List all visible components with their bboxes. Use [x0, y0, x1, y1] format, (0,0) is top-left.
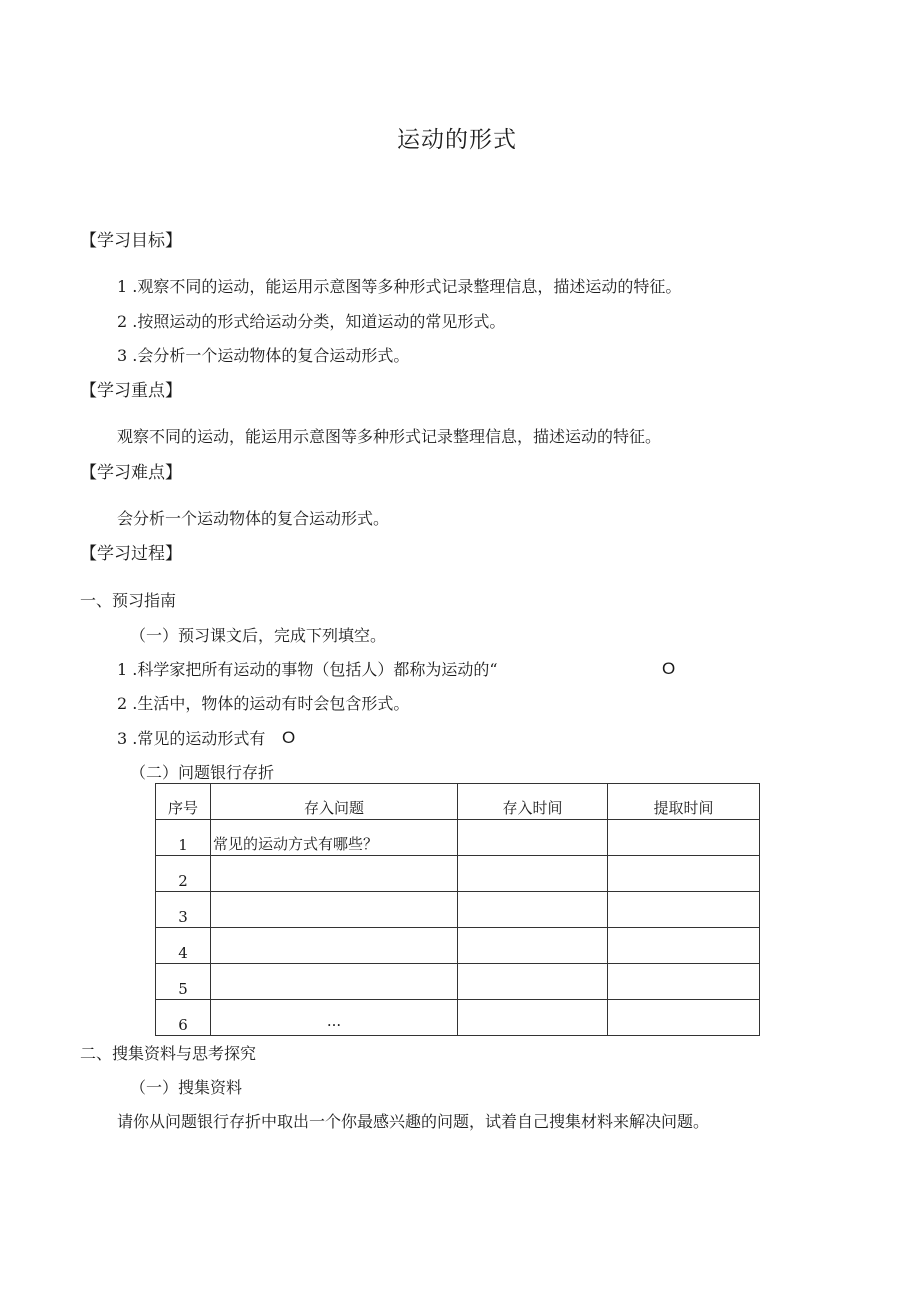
table-row [156, 928, 760, 964]
table-row [156, 856, 760, 892]
header-withdraw-time: 提取时间 [608, 784, 760, 820]
header-no: 序号 [156, 784, 211, 820]
fill-item-3-end: O [282, 728, 296, 747]
row-question [211, 928, 458, 964]
row-withdraw-time [608, 820, 760, 856]
process-heading: 【学习过程】 [80, 544, 182, 564]
row-question: 常见的运动方式有哪些？ [211, 820, 458, 856]
row-withdraw-time [608, 1000, 760, 1036]
table-header-row [156, 784, 760, 820]
table-row [156, 1000, 760, 1036]
row-deposit-time [458, 1000, 608, 1036]
section1-title: 一、预习指南 [80, 591, 177, 610]
row-deposit-time [458, 892, 608, 928]
row-question [211, 892, 458, 928]
row-deposit-time [458, 820, 608, 856]
row-withdraw-time [608, 892, 760, 928]
row-no: 6 [156, 1000, 211, 1036]
row-question [211, 856, 458, 892]
row-no: 5 [156, 964, 211, 1000]
row-no: 4 [156, 928, 211, 964]
fill-item-1: 1 .科学家把所有运动的事物（包括人）都称为运动的“ [117, 660, 498, 679]
row-withdraw-time [608, 856, 760, 892]
objectives-heading: 【学习目标】 [80, 231, 182, 251]
row-question: ··· [211, 1000, 458, 1036]
difficulties-text: 会分析一个运动物体的复合运动形式。 [117, 509, 390, 528]
row-withdraw-time [608, 928, 760, 964]
row-withdraw-time [608, 964, 760, 1000]
key-points-text: 观察不同的运动，能运用示意图等多种形式记录整理信息，描述运动的特征。 [117, 427, 662, 446]
key-points-heading: 【学习重点】 [80, 381, 182, 401]
table-row [156, 892, 760, 928]
header-question: 存入问题 [211, 784, 458, 820]
section1-sub1: （一）预习课文后，完成下列填空。 [130, 626, 387, 645]
objective-item-2: 2 .按照运动的形式给运动分类，知道运动的常见形式。 [117, 312, 506, 331]
page-title: 运动的形式 [397, 127, 517, 153]
fill-item-1-end: O [662, 659, 676, 678]
row-no: 2 [156, 856, 211, 892]
row-deposit-time [458, 964, 608, 1000]
section1-sub2: （二）问题银行存折 [130, 763, 275, 782]
objective-item-3: 3 .会分析一个运动物体的复合运动形式。 [117, 346, 410, 365]
table-row [156, 964, 760, 1000]
row-deposit-time [458, 856, 608, 892]
row-deposit-time [458, 928, 608, 964]
fill-item-3: 3 .常见的运动形式有 [117, 729, 266, 748]
section2-text: 请你从问题银行存折中取出一个你最感兴趣的问题，试着自己搜集材料来解决问题。 [117, 1112, 710, 1131]
fill-item-2: 2 .生活中，物体的运动有时会包含形式。 [117, 694, 410, 713]
question-bank-table [155, 783, 760, 1036]
row-no: 3 [156, 892, 211, 928]
row-no: 1 [156, 820, 211, 856]
difficulties-heading: 【学习难点】 [80, 463, 182, 483]
section2-title: 二、搜集资料与思考探究 [80, 1044, 257, 1063]
row-question [211, 964, 458, 1000]
section2-sub1: （一）搜集资料 [130, 1078, 243, 1097]
header-deposit-time: 存入时间 [458, 784, 608, 820]
objective-item-1: 1 .观察不同的运动，能运用示意图等多种形式记录整理信息，描述运动的特征。 [117, 277, 682, 296]
table-row [156, 820, 760, 856]
